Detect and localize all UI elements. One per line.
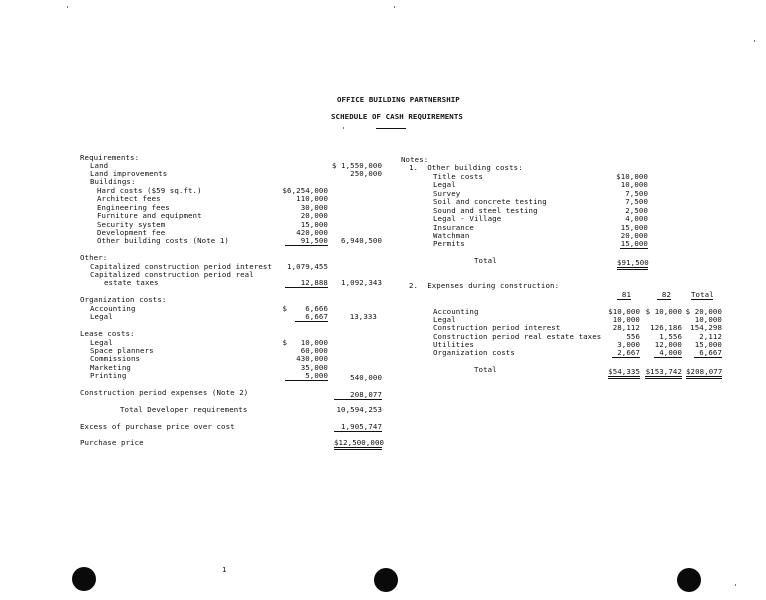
building-item-amount: 15,000 [300,220,328,229]
note2-row-label: Construction period interest [433,323,561,332]
org-accounting-label: Accounting [90,304,136,313]
excess-amount: 1,905,747 [334,422,382,432]
note2-cell: 28,112 [612,323,640,332]
note1-item-label: Survey [433,189,461,198]
land-improvements-amount: 250,000 [350,169,382,178]
note2-cell: $ 20,000 [685,307,722,316]
note2-cell: 15,000 [694,340,722,349]
excess-label: Excess of purchase price over cost [80,422,235,431]
org-legal-amount: 6,667 [295,312,328,322]
note2-total-label: Total [474,365,497,374]
lease-item-label: Commissions [90,354,141,363]
note2-cell: 3,000 [617,340,640,349]
note2-cell: 2,667 [612,348,640,358]
note1-item-label: Sound and steel testing [433,206,538,215]
lease-item-label: Legal [90,338,113,347]
building-item-amount: 91,500 [285,236,328,246]
note1-item-label: Watchman [433,231,470,240]
note1-item-label: Legal [433,180,456,189]
building-item-amount: 110,000 [296,194,328,203]
note2-row-label: Legal [433,315,456,324]
note2-cell: 154,298 [690,323,722,332]
notes-header: Notes: [401,155,429,164]
note1-total-amount: $91,500 [617,258,648,270]
lease-item-amount: 430,000 [296,354,328,363]
building-item-label: Development fee [97,228,166,237]
note2-cell: 126,186 [650,323,682,332]
purchase-label: Purchase price [80,438,144,447]
org-header: Organization costs: [80,295,167,304]
total-dev-label: Total Developer requirements [120,405,248,414]
scan-speck [343,127,344,129]
lease-item-amount: 60,000 [300,346,328,355]
cap-taxes-amount: 12,888 [285,278,328,288]
note1-total-label: Total [474,256,497,265]
land-amount: $ 1,550,000 [331,161,382,170]
note2-title: 2. Expenses during construction: [409,281,560,290]
note1-item-amount: 7,500 [625,197,648,206]
lease-item-amount: $ 10,000 [282,338,328,347]
requirements-header: Requirements: [80,153,140,162]
lease-item-amount: 35,000 [300,363,328,372]
col-header-total: Total [691,290,714,299]
note2-cell: 10,000 [612,315,640,324]
note2-total-c1: $54,335 [608,367,640,379]
org-legal-label: Legal [90,312,113,321]
note2-row-label: Accounting [433,307,479,316]
note2-cell: 1,556 [659,332,682,341]
building-item-label: Security system [97,220,166,229]
note2-cell: $10,000 [608,307,640,316]
note1-item-label: Legal - Village [433,214,502,223]
note2-cell: 12,000 [654,340,682,349]
note1-item-label: Permits [433,239,465,248]
land-label: Land [90,161,109,170]
cap-interest-label: Capitalized construction period interest [90,262,272,271]
building-item-amount: 30,000 [300,203,328,212]
note2-total-c2: $153,742 [645,367,682,379]
scan-speck [394,6,395,8]
note1-item-label: Insurance [433,223,474,232]
building-item-label: Hard costs ($59 sq.ft.) [97,186,202,195]
note1-item-amount: 7,500 [625,189,648,198]
note2-cell: 10,000 [694,315,722,324]
org-total: 13,333 [349,312,377,321]
construction-expenses-amount: 208,077 [334,390,382,400]
lease-item-label: Printing [90,371,127,380]
note2-cell: 556 [626,332,640,341]
note1-item-amount: $10,000 [616,172,648,181]
note2-row-label: Organization costs [433,348,515,357]
other-header: Other: [80,253,108,262]
building-item-label: Engineering fees [97,203,170,212]
other-total: 1,092,343 [341,278,382,287]
building-item-label: Architect fees [97,194,161,203]
note2-total-c3: $208,077 [686,367,722,379]
org-accounting-amount: $ 6,666 [282,304,328,313]
note1-item-amount: 15,000 [620,223,648,232]
building-item-amount: $6,254,000 [282,186,328,195]
document-title: OFFICE BUILDING PARTNERSHIP [337,95,460,104]
note1-item-amount: 10,000 [620,180,648,189]
page-number: 1 [222,565,227,574]
lease-item-label: Marketing [90,363,131,372]
scan-speck [735,584,736,586]
total-dev-amount: 10,594,253 [336,405,382,414]
punch-hole-left [72,567,96,591]
note2-row-label: Construction period real estate taxes [433,332,602,341]
cap-taxes-label-cont: estate taxes [104,278,159,287]
col-header-82: 82 [657,290,671,300]
lease-item-label: Space planners [90,346,154,355]
note1-item-label: Title costs [433,172,484,181]
document-subtitle: SCHEDULE OF CASH REQUIREMENTS [331,112,463,121]
note2-cell: 4,000 [654,348,682,358]
punch-hole-right [677,568,701,592]
scan-speck [67,6,68,8]
note2-row-label: Utilities [433,340,474,349]
note2-cell: $ 10,000 [645,307,682,316]
note1-title: 1. Other building costs: [409,163,523,172]
building-item-label: Furniture and equipment [97,211,202,220]
building-item-label: Other building costs (Note 1) [97,236,229,245]
lease-item-amount: 5,000 [285,371,328,381]
land-improvements-label: Land improvements [90,169,168,178]
punch-hole-center [374,568,398,592]
note2-cell: 2,112 [699,332,722,341]
cap-interest-amount: 1,079,455 [287,262,328,271]
buildings-label: Buildings: [90,177,136,186]
lease-header: Lease costs: [80,329,135,338]
building-item-amount: 420,000 [296,228,328,237]
purchase-amount: $12,500,000 [334,438,382,450]
building-item-amount: 20,000 [300,211,328,220]
buildings-total: 6,940,500 [341,236,382,245]
cap-taxes-label: Capitalized construction period real [90,270,254,279]
col-header-81: 81 [617,290,631,300]
note1-item-amount: 15,000 [620,239,648,248]
note1-item-amount: 2,500 [625,206,648,215]
note1-item-amount: 4,000 [625,214,648,223]
note2-cell: 6,667 [694,348,722,358]
note1-item-amount: 20,000 [620,231,648,240]
construction-expenses-label: Construction period expenses (Note 2) [80,388,249,397]
lease-total: 540,000 [350,373,382,382]
note1-item-label: Soil and concrete testing [433,197,547,206]
scan-speck [754,40,755,42]
title-underline [376,128,406,129]
